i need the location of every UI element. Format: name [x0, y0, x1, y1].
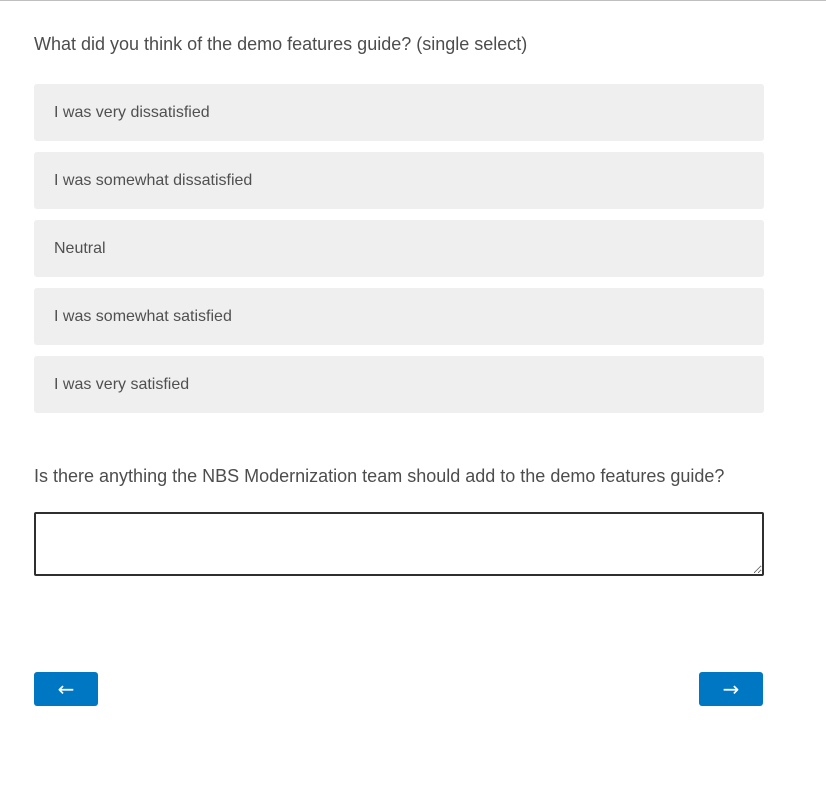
option-label: I was somewhat satisfied [54, 307, 232, 325]
answer-textarea[interactable] [34, 512, 764, 576]
option-somewhat-dissatisfied[interactable] [34, 152, 764, 209]
option-list [34, 84, 764, 424]
option-label: I was very satisfied [54, 375, 190, 393]
option-very-dissatisfied[interactable] [34, 84, 764, 141]
option-label: I was very dissatisfied [54, 103, 210, 121]
option-somewhat-satisfied[interactable] [34, 288, 764, 345]
question-1-text: What did you think of the demo features guide? (single select) [34, 34, 528, 54]
top-divider [0, 0, 826, 1]
option-very-satisfied[interactable] [34, 356, 764, 413]
next-button[interactable]: → [699, 672, 763, 706]
option-label: Neutral [54, 239, 106, 257]
option-neutral[interactable] [34, 220, 764, 277]
previous-button[interactable]: ← [34, 672, 98, 706]
option-label: I was somewhat dissatisfied [54, 171, 253, 189]
question-2-text: Is there anything the NBS Modernization team should add to the demo features guide? [34, 466, 725, 486]
